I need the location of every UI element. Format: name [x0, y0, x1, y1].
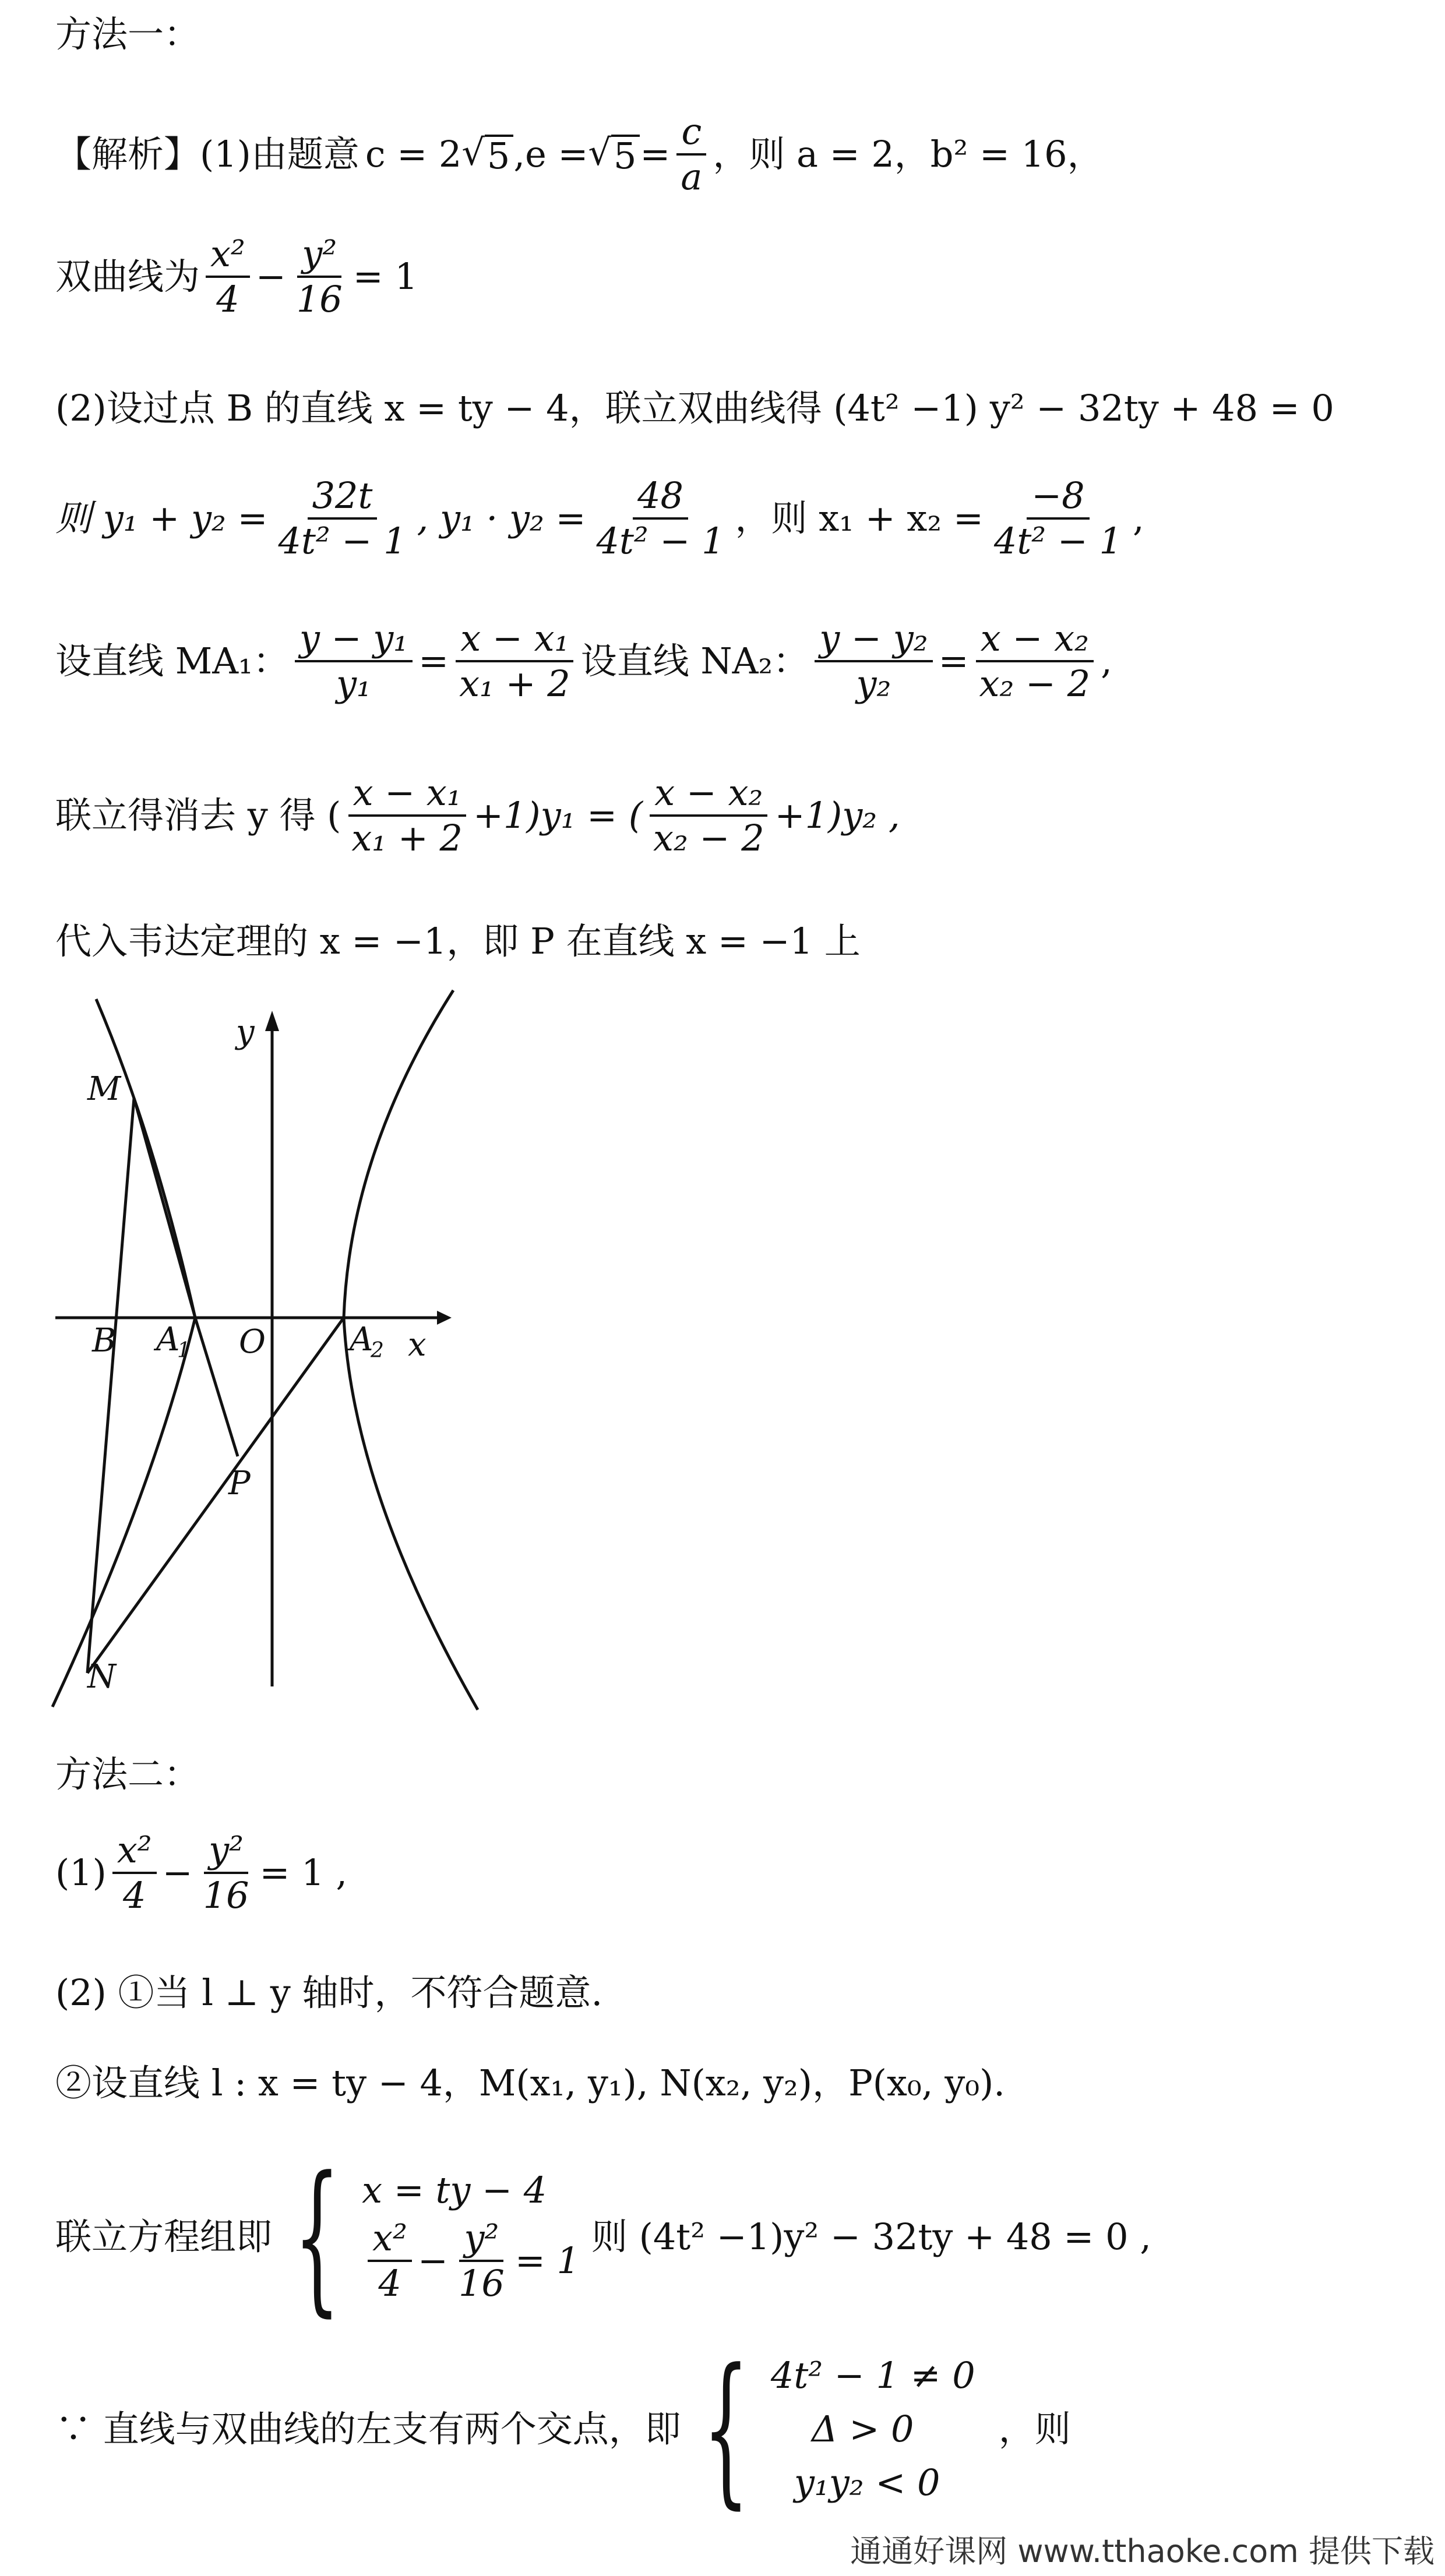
eliminate-line: 联立得消去 y 得 ( $\frac{\text{x − x₁}}{\text{x₁ + 2}}$ +1)y₁ = ( $\frac{\text{x − x₂}}{\text{x₂ − 2}}$ +1)y₂ , — [55, 771, 900, 859]
lines-ma-na: 设直线 MA₁： $\frac{\text{y − y₁}}{\text{y₁}}$ = $\frac{\text{x − x₁}}{\text{x₁ + 2}}$ 设直线 NA₂： $\frac{\text{y − y₂}}{\text{y₂}}$ = $\frac{\text{x − x₂}}{\text{x₂ − 2}}$ , — [55, 617, 1112, 705]
left-brace: { — [294, 2142, 341, 2332]
fraction: $\frac{-8}{\text{4t² − 1}}$ — [993, 474, 1122, 562]
fraction: $\frac{\text{y − y₂}}{\text{y₂}}$ — [815, 620, 932, 702]
hyperbola-equation: 双曲线为 $\frac{\text{x²}}{4}$ − $\frac{\text{y²}}{16}$ = 1 — [55, 232, 418, 320]
fraction: $\frac{\text{x − x₁}}{\text{x₁ + 2}}$ — [454, 620, 575, 702]
m2-conditions: ∵ 直线与双曲线的左支有两个交点，即 { 4t² − 1 ≠ 0 Δ > 0 y₁y₂ < 0 ，则 — [55, 2334, 1071, 2524]
label-A1: A — [156, 1321, 180, 1358]
fraction: $\frac{\text{x²}}{4}$ — [206, 236, 250, 317]
x-axis-arrow — [437, 1311, 452, 1325]
label-x: x — [408, 1326, 427, 1364]
m2-part2a: (2) ①当 l ⊥ y 轴时，不符合题意. — [55, 1971, 603, 2014]
y-axis-arrow — [265, 1011, 279, 1031]
fraction-c-over-a: $\frac{c}{a}$ — [676, 114, 707, 195]
m2-system: 联立方程组即 { x = ty − 4 $\frac{\text{x²}}{4}$ − $\frac{\text{y²}}{16}$ = 1 则 (4t² −1)y² − 32ty + 48 = 0 , — [55, 2142, 1151, 2332]
label-B: B — [92, 1322, 117, 1360]
analysis-label: 【解析】 — [55, 133, 200, 175]
fraction: $\frac{\text{y²}}{16}$ — [296, 232, 343, 320]
sqrt-symbol: √ 5 — [461, 135, 513, 174]
label-A1-sub: 1 — [177, 1339, 191, 1363]
fraction: $\frac{\text{x²}}{4}$ — [112, 1832, 157, 1914]
label-A2: A — [350, 1321, 373, 1358]
label-O: O — [239, 1323, 266, 1361]
condition-system: 4t² − 1 ≠ 0 Δ > 0 y₁y₂ < 0 — [770, 2354, 975, 2504]
equation-system: x = ty − 4 $\frac{\text{x²}}{4}$ − $\frac{\text{y²}}{16}$ = 1 — [362, 2169, 580, 2305]
sqrt-symbol: √ 5 — [588, 135, 640, 174]
label-P: P — [228, 1465, 251, 1502]
fraction: $\frac{\text{x − x₂}}{\text{x₂ − 2}}$ — [649, 775, 769, 856]
part2-line: (2)设过点 B 的直线 x = ty − 4，联立双曲线得 (4t² −1) y² − 32ty + 48 = 0 — [55, 387, 1334, 429]
method1-heading: 方法一： — [55, 13, 200, 55]
segment-M-N — [87, 1098, 134, 1673]
segment-N-A2 — [87, 1318, 344, 1673]
fraction: $\frac{48}{\text{4t² − 1}}$ — [596, 474, 725, 562]
fraction: $\frac{\text{x − x₂}}{\text{x₂ − 2}}$ — [975, 620, 1095, 702]
fraction: $\frac{\text{x²}}{4}$ — [368, 2220, 412, 2302]
fraction: $\frac{\text{x − x₁}}{\text{x₁ + 2}}$ — [347, 775, 467, 856]
hyperbola-right-branch — [344, 990, 478, 1710]
label-M: M — [87, 1070, 121, 1108]
method2-heading: 方法二： — [55, 1753, 200, 1795]
segment-M-A1 — [134, 1098, 195, 1318]
label-y: y — [236, 1013, 255, 1051]
fraction: $\frac{\text{y − y₁}}{\text{y₁}}$ — [295, 620, 413, 702]
label-A2-sub: 2 — [371, 1339, 384, 1363]
m2-part2b: ②设直线 l : x = ty − 4，M(x₁, y₁), N(x₂, y₂)，P(x₀, y₀). — [55, 2062, 1005, 2104]
fraction: $\frac{32t}{\text{4t² − 1}}$ — [278, 474, 407, 562]
left-brace: { — [702, 2334, 749, 2524]
segment-A1-P — [195, 1318, 238, 1456]
fraction: $\frac{\text{y²}}{16}$ — [458, 2217, 505, 2305]
vieta-line: 则 y₁ + y₂ = $\frac{32t}{\text{4t² − 1}}$ , y₁ · y₂ = $\frac{48}{\text{4t² − 1}}$ ，则 x₁ + x₂ = $\frac{-8}{\text{4t² − 1}}$ , — [55, 474, 1144, 562]
watermark: 通通好课网 www.tthaoke.com 提供下载 — [850, 2533, 1435, 2570]
fraction: $\frac{\text{y²}}{16}$ — [203, 1829, 249, 1917]
label-N: N — [87, 1658, 116, 1696]
conclusion-line: 代入韦达定理的 x = −1，即 P 在直线 x = −1 上 — [55, 920, 861, 962]
hyperbola-left-branch — [52, 999, 195, 1707]
m2-part1: (1) $\frac{\text{x²}}{4}$ − $\frac{\text{y²}}{16}$ = 1 , — [55, 1829, 348, 1917]
analysis-part1: 【解析】 (1)由题意 c = 2 √ 5 ,e = √ 5 = $\frac{c}{a}$ ，则 a = 2，b² = 16， — [55, 110, 1104, 198]
